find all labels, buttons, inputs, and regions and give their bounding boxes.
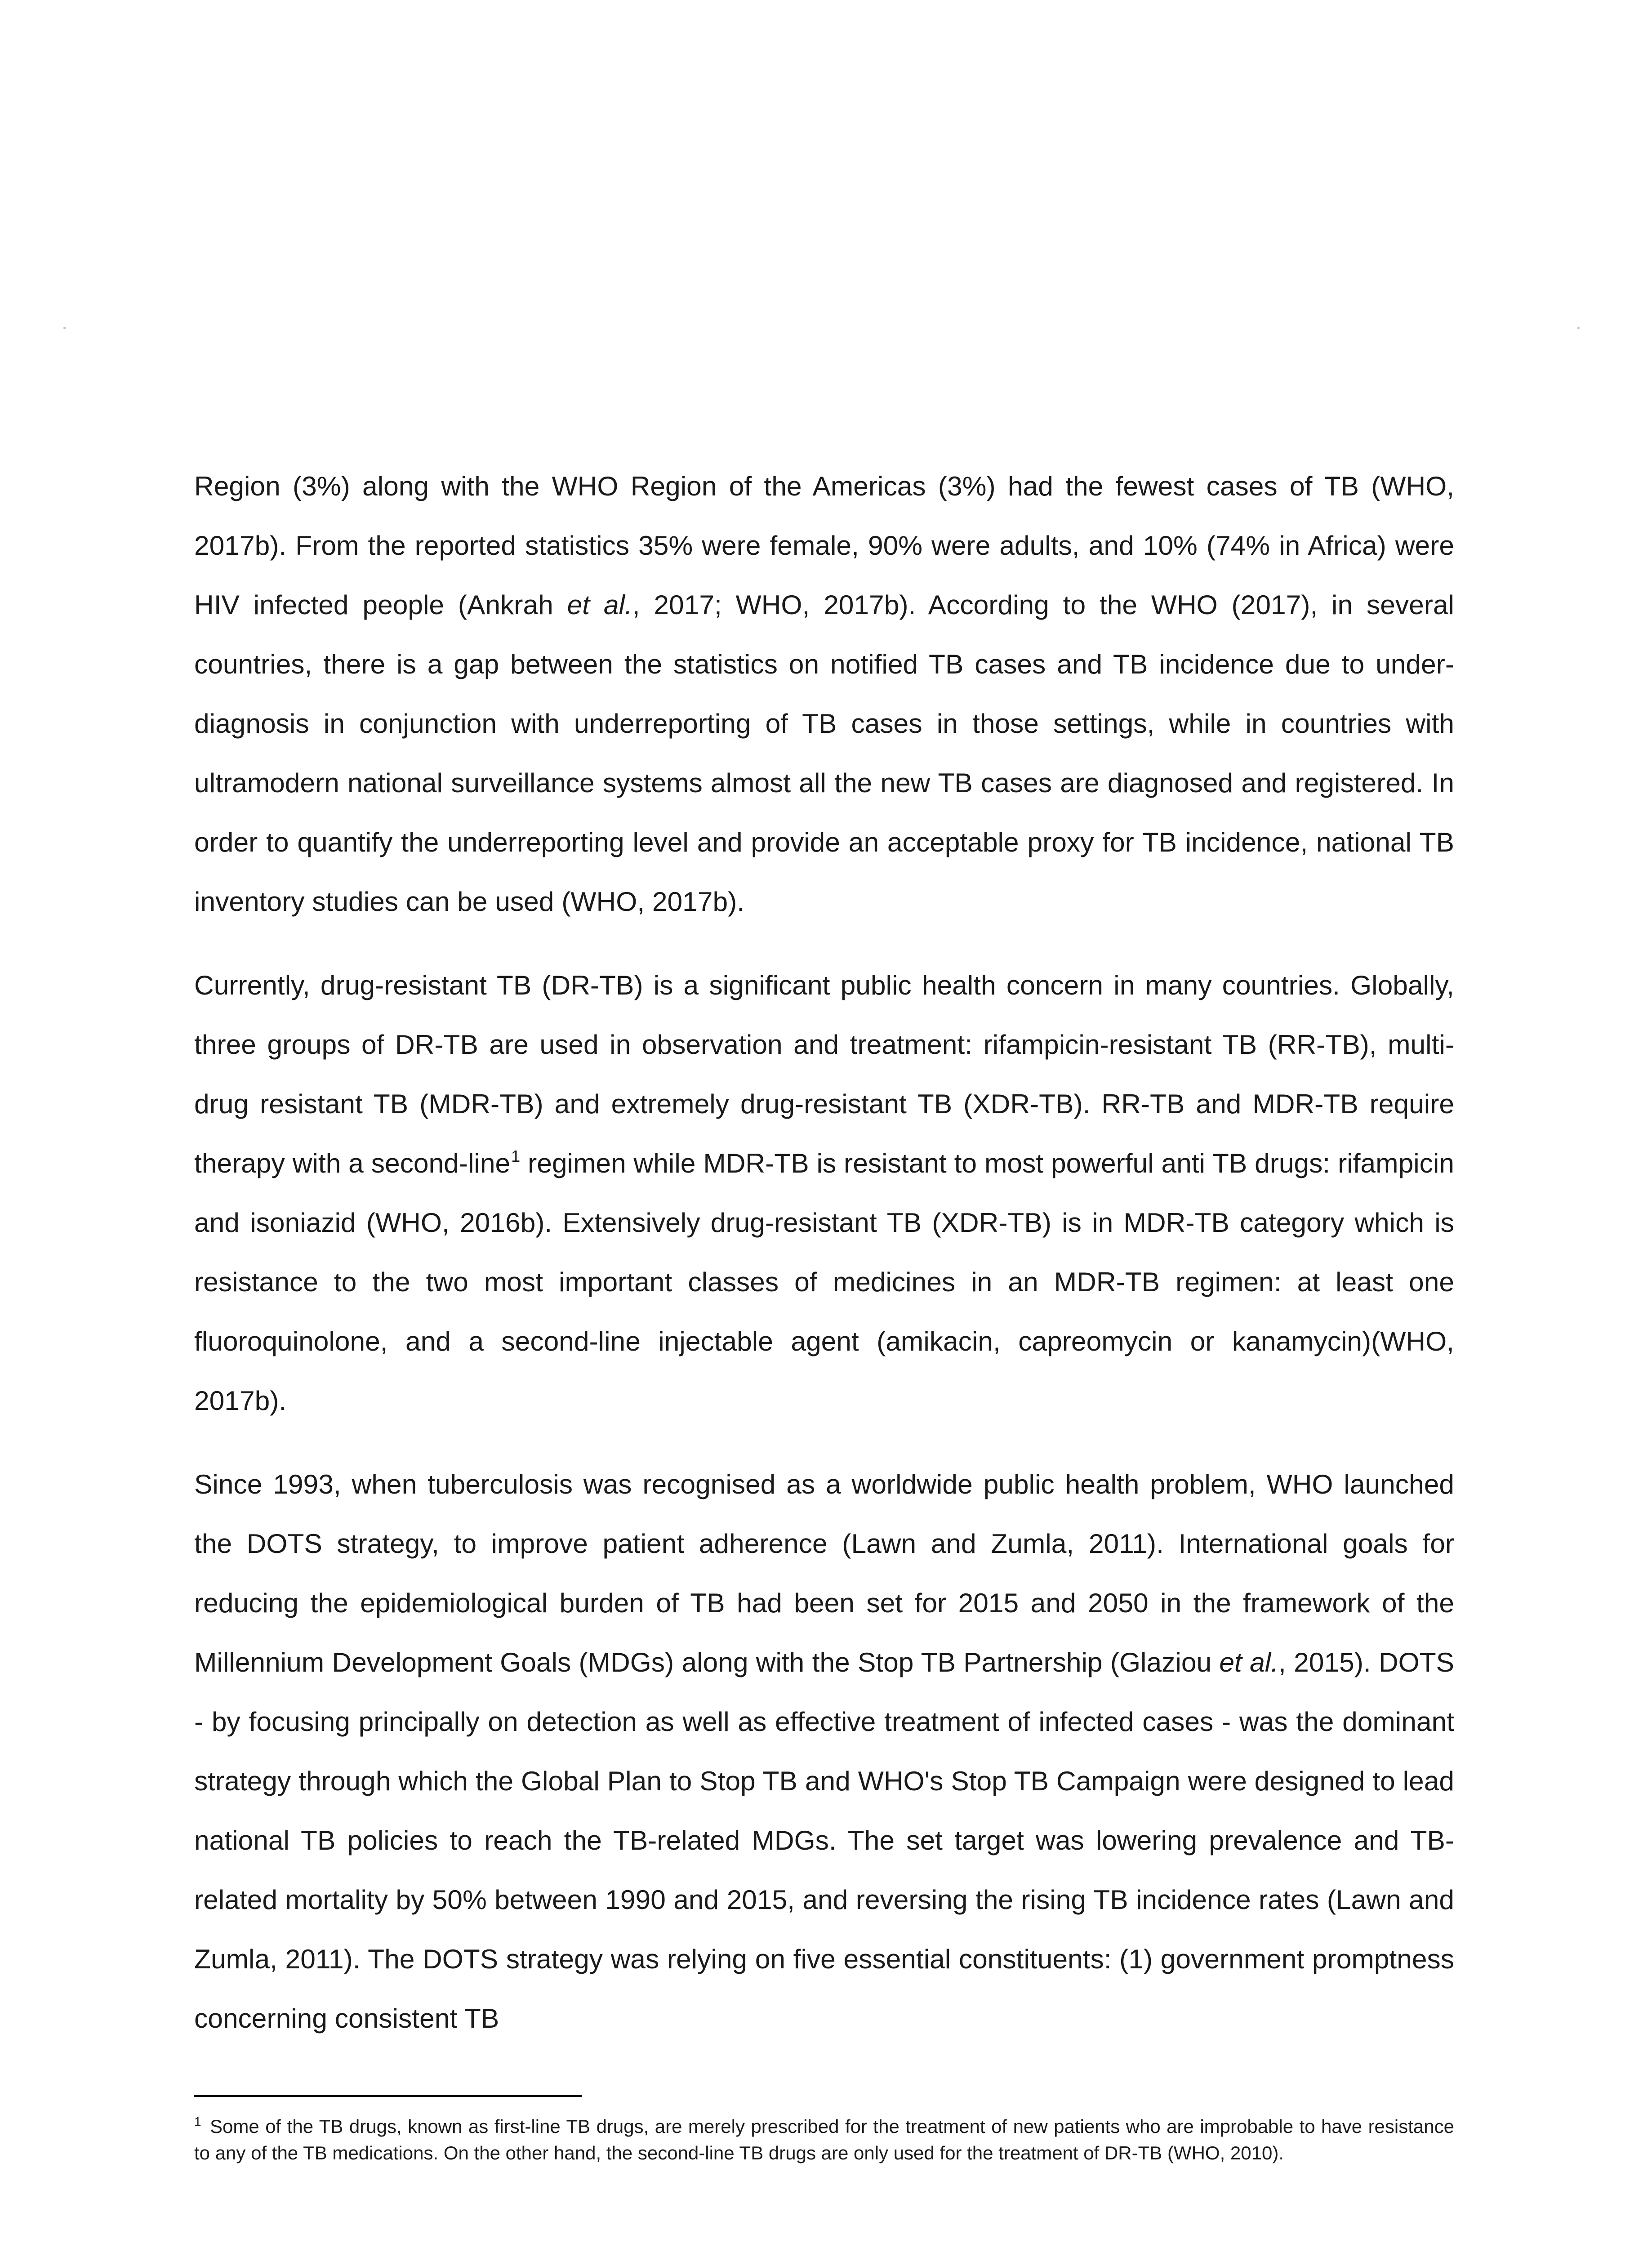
footnote (194, 2113, 1454, 2166)
italic-citation: et al. (1219, 1647, 1279, 1677)
body-text (194, 456, 1454, 2048)
text-run: Region (3%) along with the WHO Region of the Americas (3%) had the fewest cases of TB (WHO, 2017b). From the reported statistics 35% were female, 90% were adults, and 10% (74% in Africa) were HIV infected people (Ankrah (194, 471, 1454, 620)
text-run: , 2015). DOTS - by focusing principally on detection as well as effective treatment of infected cases - was the dominant strategy through which the Global Plan to Stop TB and WHO's Stop TB Campaign were designed to lead national TB policies to reach the TB-related MDGs. The set target was lowering prevalence and TB-related mortality by 50% between 1990 and 2015, and reversing the rising TB incidence rates (Lawn and Zumla, 2011). The DOTS strategy was relying on five essential constituents: (1) government promptness concerning consistent TB (194, 1647, 1455, 2034)
corner-mark-right (1577, 327, 1580, 329)
text-run: Currently, drug-resistant TB (DR-TB) is a significant public health concern in many countries. Globally, three groups of DR-TB are used in observation and treatment: rifampicin-resistant TB (RR-TB), multi-drug resistant TB (MDR-TB) and extremely drug-resistant TB (XDR-TB). RR-TB and MDR-TB require therapy with a second-line (194, 970, 1454, 1178)
footnote-reference: 1 (511, 1147, 521, 1165)
text-run: , 2017; WHO, 2017b). According to the WHO (2017), in several countries, there is a gap between the statistics on notified TB cases and TB incidence due to under-diagnosis in conjunction with underreporting of TB cases in those settings, while in countries with ultramodern national surveillance systems almost all the new TB cases are diagnosed and registered. In order to quantify the underreporting level and provide an acceptable proxy for TB incidence, national TB inventory studies can be used (WHO, 2017b). (194, 589, 1454, 917)
text-run: Since 1993, when tuberculosis was recognised as a worldwide public health problem, WHO launched the DOTS strategy, to improve patient adherence (Lawn and Zumla, 2011). International goals for reducing the epidemiological burden of TB had been set for 2015 and 2050 in the framework of the Millennium Development Goals (MDGs) along with the Stop TB Partnership (Glaziou (194, 1469, 1454, 1677)
text-run: regimen while MDR-TB is resistant to most powerful anti TB drugs: rifampicin and isoniazid (WHO, 2016b). Extensively drug-resistant TB (XDR-TB) is in MDR-TB category which is resistance to the two most important classes of medicines in an MDR-TB regimen: at least one fluoroquinolone, and a second-line injectable agent (amikacin, capreomycin or kanamycin)(WHO, 2017b). (194, 1148, 1455, 1416)
paragraph-dots-strategy (194, 1454, 1454, 2048)
footnote-marker: 1 (194, 2114, 201, 2128)
italic-citation: et al. (567, 589, 632, 620)
corner-mark-left (63, 327, 66, 329)
footnote-text: Some of the TB drugs, known as first-line TB drugs, are merely prescribed for the treatment of new patients who are improbable to have resistance to any of the TB medications. On the other hand, the second-line TB drugs are only used for the treatment of DR-TB (WHO, 2010). (194, 2116, 1454, 2163)
paragraph-tb-statistics (194, 456, 1454, 931)
footnote-separator (194, 2095, 582, 2097)
paragraph-drug-resistant-tb (194, 955, 1454, 1430)
